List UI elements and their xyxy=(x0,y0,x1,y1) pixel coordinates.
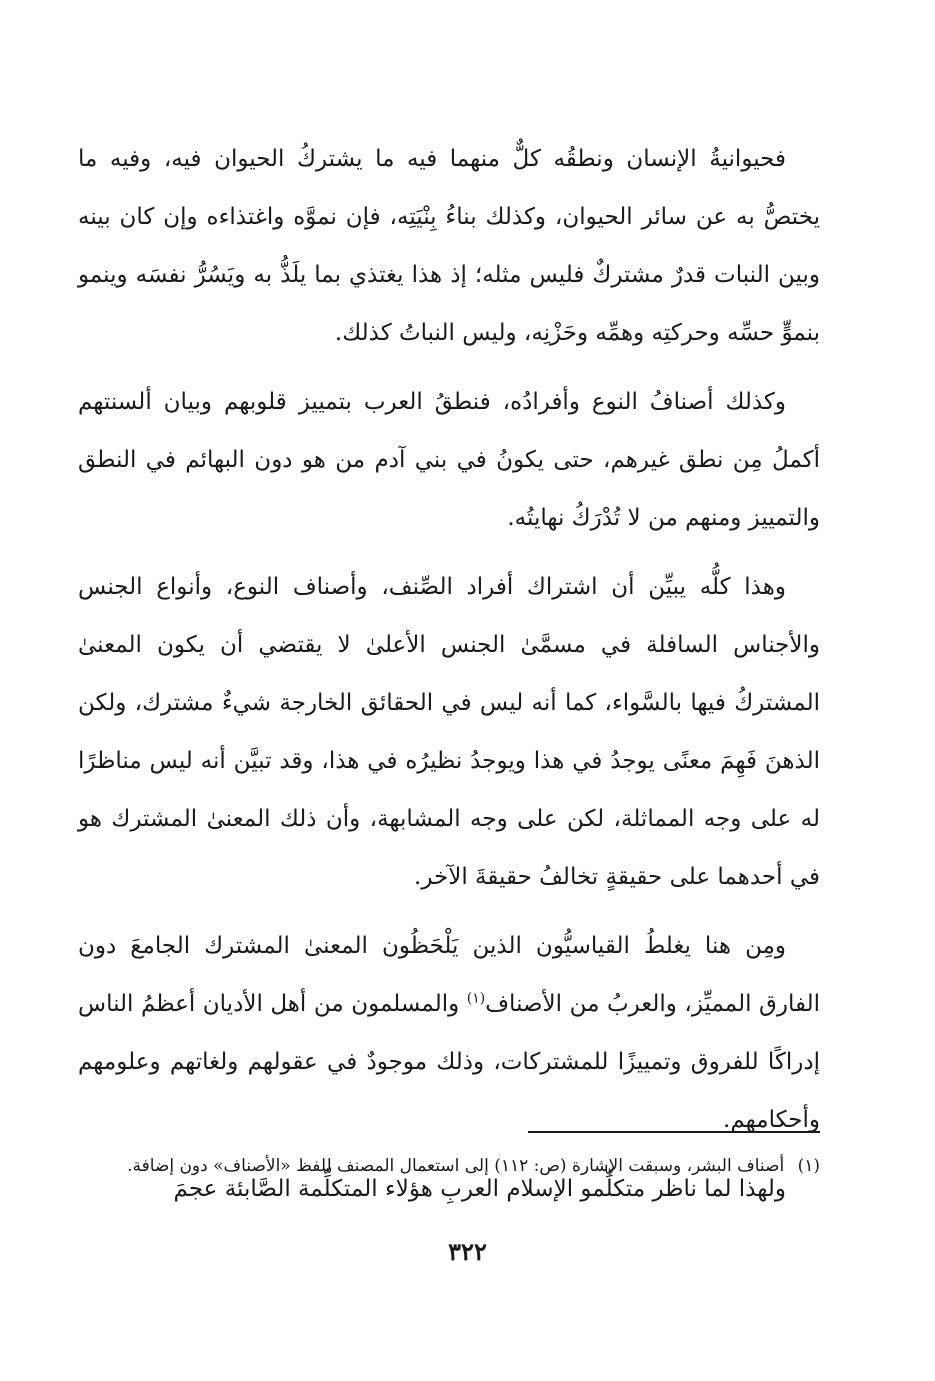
footnote-marker: (١) xyxy=(797,1156,820,1176)
paragraph-5-text: ولهذا لما ناظر متكلِّمو الإسلام العربِ هؤلاء المتكلِّمة الصَّابئة عجمَ xyxy=(173,1176,786,1202)
footnotes xyxy=(78,1148,820,1184)
footnote-reference[interactable]: (١) xyxy=(466,990,486,1007)
footnote-text: أصناف البشر، وسبقت الإشارة (ص: ١١٢) إلى استعمال المصنف للفظ «الأصناف» دون إضافة. xyxy=(127,1156,785,1176)
paragraph-4 xyxy=(78,917,820,1149)
footnote-separator xyxy=(528,1131,820,1133)
page-number: ٣٢٢ xyxy=(448,1237,487,1266)
paragraph-3 xyxy=(78,558,820,906)
paragraph-1-text: فحيوانيةُ الإنسان ونطقُه كلٌّ منهما فيه ما يشتركُ الحيوان فيه، وفيه ما يختصُّ به عن سائر الحيوان، وكذلك بناءُ بِنْيَتِه، فإن نموَّه واغتذاءه وإن كان بينه وبين النبات قدرٌ مشتركٌ فليس مثله؛ إذ هذا يغتذي بما يلَذُّ به ويَسُرُّ نفسَه وينمو بنموٍّ حسِّه وحركتِه وهمِّه وحَزْنِه، وليس النباتُ كذلك. xyxy=(78,146,820,346)
paragraph-4-continuation: والمسلمون من أهل الأديان أعظمُ الناس إدراكًا للفروق وتمييزًا للمشتركات، وذلك موجودٌ في عقولهم ولغاتهم وعلومهم وأحكامهم. xyxy=(78,991,820,1133)
paragraph-3-text: وهذا كلُّه يبيِّن أن اشتراك أفراد الصِّنف، وأصناف النوع، وأنواع الجنس والأجناس السافلة في مسمَّىٰ الجنس الأعلىٰ لا يقتضي أن يكون المعنىٰ المشتركُ فيها بالسَّواء، كما أنه ليس في الحقائق الخارجة شيءٌ مشترك، ولكن الذهنَ فَهِمَ معنًى يوجدُ في هذا ويوجدُ نظيرُه في هذا، وقد تبيَّن أنه ليس مناظرًا له على وجه المماثلة، لكن على وجه المشابهة، وأن ذلك المعنىٰ المشترك هو في أحدهما على حقيقةٍ تخالفُ حقيقةَ الآخر. xyxy=(78,574,820,890)
footnote-1 xyxy=(78,1148,820,1184)
main-text xyxy=(78,130,820,1229)
paragraph-4-text: ومِن هنا يغلطُ القياسيُّون الذين يَلْحَظُون المعنىٰ المشترك الجامعَ دون الفارق المميِّز، والعربُ من الأصناف xyxy=(78,933,820,1017)
paragraph-2 xyxy=(78,373,820,547)
paragraph-2-text: وكذلك أصنافُ النوع وأفرادُه، فنطقُ العرب بتمييز قلوبهم وبيان ألسنتهم أكملُ مِن نطق غيرهم، حتى يكونُ في بني آدم من هو دون البهائم في النطق والتمييز ومنهم من لا تُدْرَكُ نهايتُه. xyxy=(78,389,820,531)
paragraph-1 xyxy=(78,130,820,362)
